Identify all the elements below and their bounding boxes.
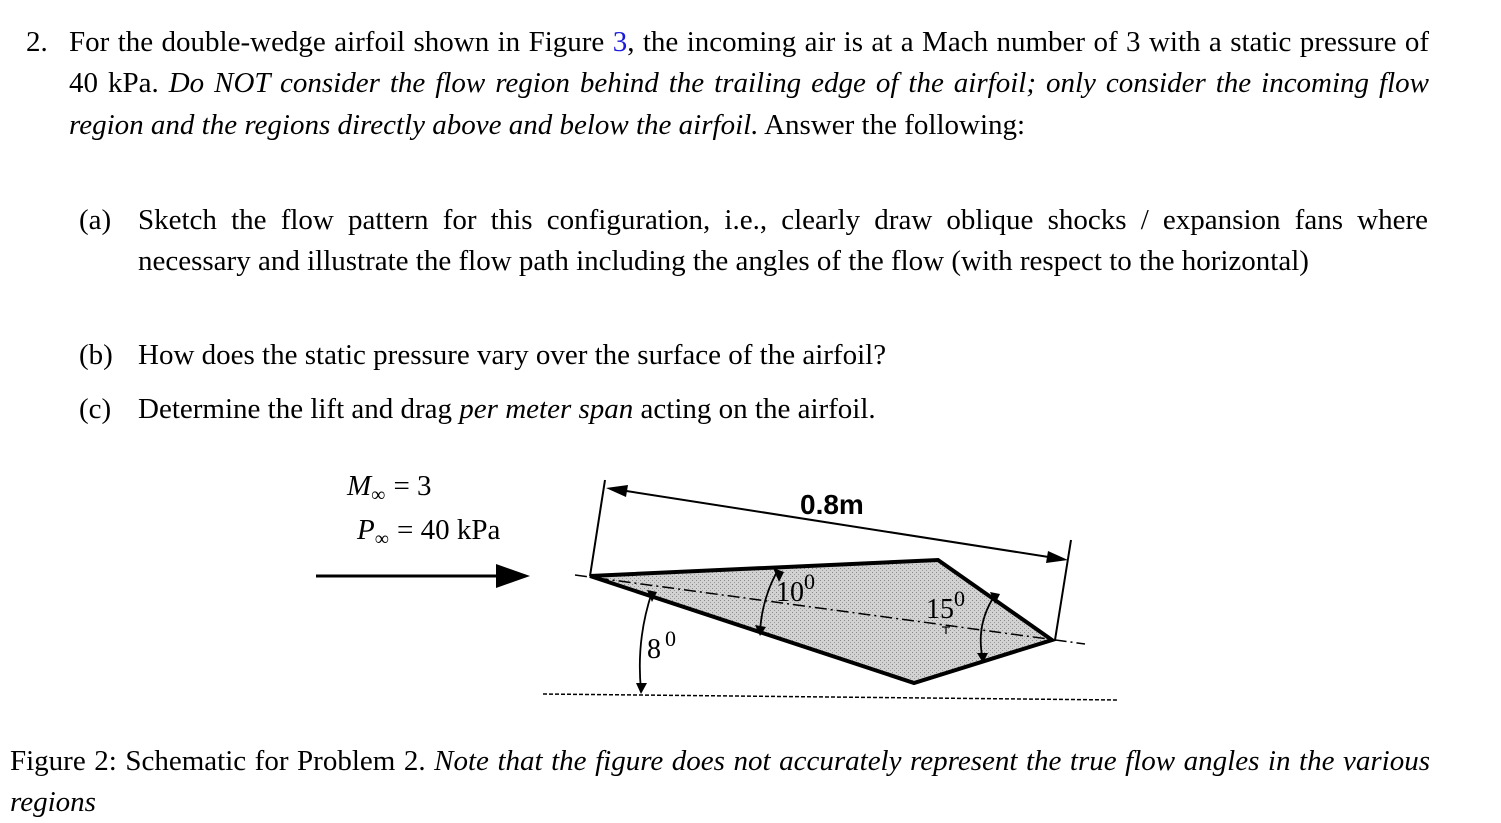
freestream-arrow-head xyxy=(496,564,530,588)
horizontal-reference-line xyxy=(543,694,1118,700)
caption-italic: Note that the figure does not accurately represent the true flow angles in the various regions xyxy=(10,745,1430,818)
mach-value: = 3 xyxy=(393,470,432,502)
pressure-label xyxy=(356,514,500,550)
problem-italic-note: Do NOT consider the flow region behind the trailing edge of the airfoil; only consider the incoming flow region and the regions directly above and below the airfoil. xyxy=(69,67,1429,141)
item-c-label: (c) xyxy=(79,393,112,425)
pressure-value: = 40 kPa xyxy=(396,514,501,546)
angle-degree-bottom: 0 xyxy=(665,626,676,651)
item-c-text-italic: per meter span xyxy=(459,393,634,425)
angle-degree-rear: 0 xyxy=(954,586,965,611)
item-a-label: (a) xyxy=(79,204,112,236)
mach-label xyxy=(346,470,432,506)
chord-label: 0.8m xyxy=(800,489,864,520)
problem-intro: For the double-wedge airfoil shown in Figure xyxy=(69,26,613,58)
figure-reference-link[interactable]: 3 xyxy=(612,26,628,58)
problem-number: 2. xyxy=(26,26,48,58)
pressure-symbol: P xyxy=(357,514,375,546)
mach-subscript: ∞ xyxy=(371,484,386,506)
figure-caption xyxy=(10,741,1430,823)
item-c-text-after: acting on the airfoil. xyxy=(633,393,876,425)
dimension-extension-right xyxy=(1055,540,1071,640)
dimension-extension-left xyxy=(590,480,605,576)
item-b-label: (b) xyxy=(79,339,113,371)
chord-arrow-right xyxy=(1046,551,1068,563)
angle-value-top: 10 xyxy=(776,577,804,608)
problem-intro-continued: , the incoming air is at a Mach number of 3 with a static pressure of 40 kPa. xyxy=(69,26,1430,100)
angle-arc-bottom-arrow-end xyxy=(636,683,647,694)
item-c-text-before: Determine the lift and drag xyxy=(138,393,460,425)
angle-degree-top: 0 xyxy=(804,569,815,594)
pressure-subscript: ∞ xyxy=(374,528,389,550)
angle-value-bottom: 8 xyxy=(647,634,661,665)
item-b-text: How does the static pressure vary over the surface of the airfoil? xyxy=(138,339,887,371)
item-a-text: Sketch the flow pattern for this configuration, i.e., clearly draw oblique shocks / expansion fans where necessary and illustrate the flow path including the angles of the flow (with respect to the horizontal) xyxy=(138,204,1428,278)
problem-closing: Answer the following: xyxy=(758,108,1026,141)
angle-label-bottom xyxy=(647,626,676,665)
caption-prefix: Figure 2: Schematic for Problem 2. xyxy=(10,745,435,777)
angle-value-rear: 15 xyxy=(926,594,954,625)
chord-arrow-left xyxy=(606,485,628,497)
mach-symbol: M xyxy=(347,470,372,502)
